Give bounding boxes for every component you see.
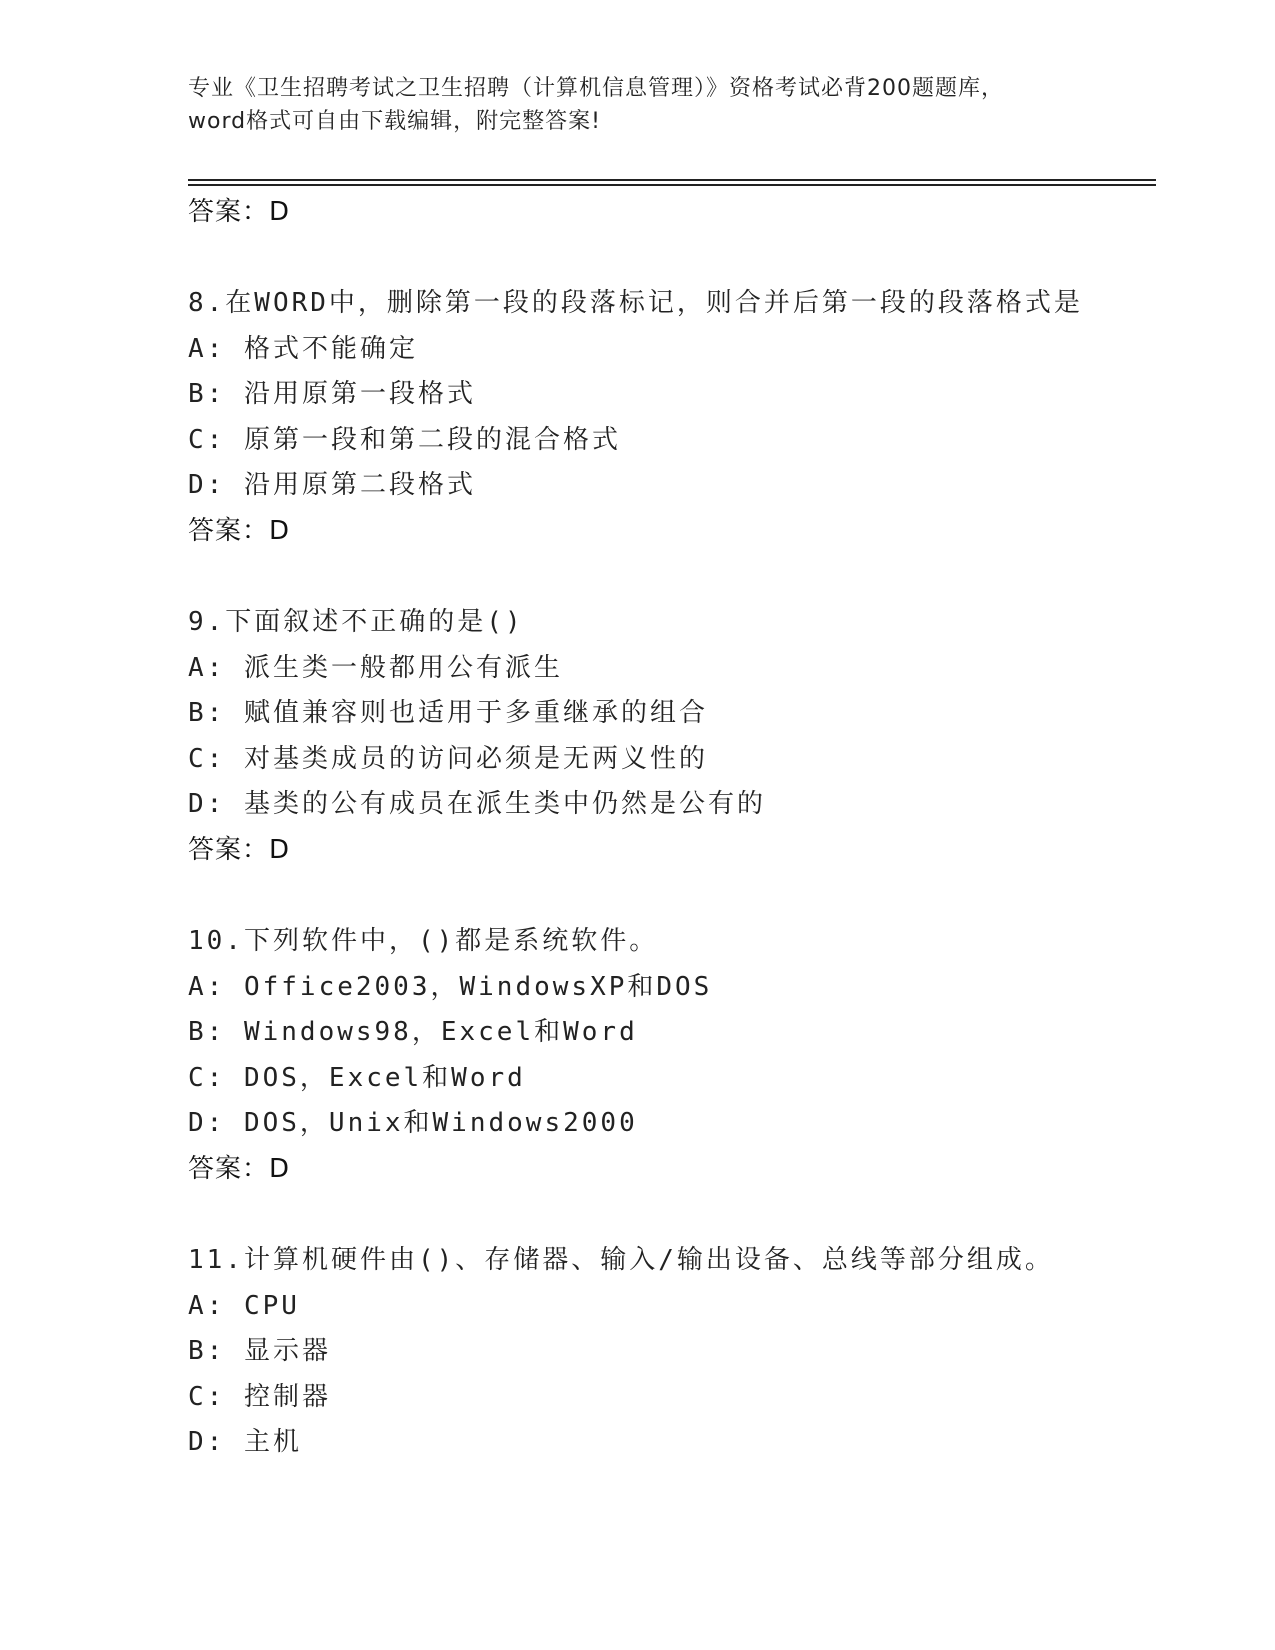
answer-line: 答案：D: [188, 515, 291, 546]
option-b: B: Windows98，Excel和Word: [188, 1017, 638, 1048]
option-b: B: 显示器: [188, 1336, 331, 1367]
option-a: A: Office2003，WindowsXP和DOS: [188, 971, 713, 1002]
document-header: [188, 72, 1088, 138]
option-c: C: 对基类成员的访问必须是无两义性的: [188, 743, 708, 774]
option-a: A: 格式不能确定: [188, 333, 418, 364]
question-stem: 10.下列软件中，()都是系统软件。: [188, 925, 659, 956]
option-b: B: 沿用原第一段格式: [188, 379, 476, 410]
option-a: A: 派生类一般都用公有派生: [188, 652, 563, 683]
question-9: [188, 600, 1168, 872]
header-line-2: word格式可自由下载编辑，附完整答案!: [188, 109, 601, 134]
question-list: [188, 190, 1168, 1466]
header-divider-top: [188, 179, 1156, 181]
option-c: C: 原第一段和第二段的混合格式: [188, 424, 621, 455]
question-10: [188, 919, 1168, 1191]
option-d: D: DOS，Unix和Windows2000: [188, 1108, 638, 1139]
question-stem: 9.下面叙述不正确的是(): [188, 606, 524, 637]
question-8: [188, 281, 1168, 553]
question-11: [188, 1238, 1168, 1466]
option-d: D: 基类的公有成员在派生类中仍然是公有的: [188, 789, 766, 820]
question-stem: 8.在WORD中，删除第一段的段落标记，则合并后第一段的段落格式是: [188, 288, 1083, 318]
option-d: D: 主机: [188, 1427, 302, 1458]
option-c: C: 控制器: [188, 1381, 331, 1412]
option-d: D: 沿用原第二段格式: [188, 470, 476, 501]
answer-line: 答案：D: [188, 1153, 291, 1184]
header-divider-bottom: [188, 184, 1156, 186]
option-c: C: DOS，Excel和Word: [188, 1062, 526, 1093]
header-line-1: 专业《卫生招聘考试之卫生招聘（计算机信息管理）》资格考试必背200题题库，: [188, 76, 1004, 101]
option-a: A: CPU: [188, 1290, 300, 1321]
option-b: B: 赋值兼容则也适用于多重继承的组合: [188, 698, 708, 729]
answer-line: 答案：D: [188, 197, 291, 227]
question-stem: 11.计算机硬件由()、存储器、输入/输出设备、总线等部分组成。: [188, 1244, 1054, 1275]
answer-line: 答案：D: [188, 834, 291, 865]
